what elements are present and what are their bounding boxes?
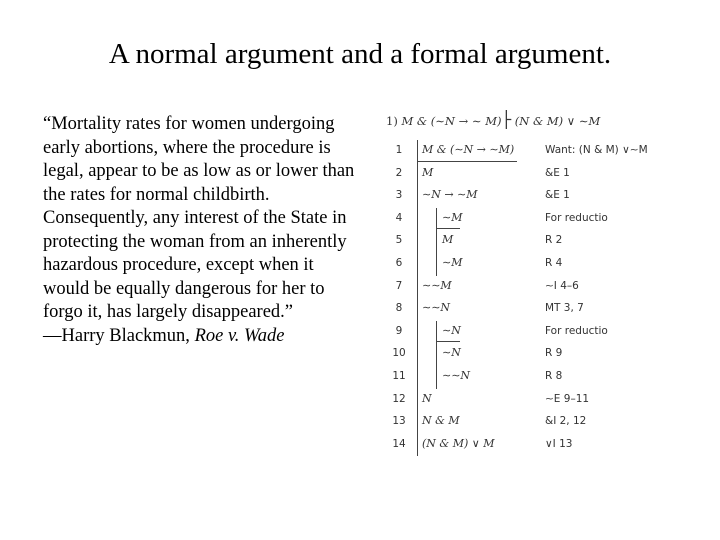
line-number: 6 [395,257,403,269]
main-scope-line [417,140,418,456]
line-justification: For reductio [545,211,608,224]
proof-line [380,230,680,252]
proof-line [380,276,680,298]
line-formula: N & M [422,414,460,428]
proof-line [380,163,680,185]
line-formula: N [422,391,432,405]
line-formula: ∼∼N [442,369,471,382]
line-justification: MT 3, 7 [545,302,584,315]
proof-line [380,185,680,207]
line-justification: ∼E 9–11 [545,392,590,405]
line-number: 5 [395,234,403,247]
line-number: 11 [392,370,406,382]
proof-line [380,389,680,411]
line-number: 2 [395,166,403,179]
line-number: 1 [395,144,403,156]
proof-sequent [386,110,600,129]
line-justification: R 8 [545,370,563,382]
line-formula: ∼N [442,323,461,337]
slide-title: A normal argument and a formal argument. [108,38,612,70]
line-justification: R 4 [545,257,563,269]
line-number: 8 [395,302,403,315]
proof-line [380,343,680,365]
subproof-scope-line [436,321,437,389]
line-number: 7 [395,279,403,292]
proof-line [380,208,680,230]
line-justification: &E 1 [545,189,570,202]
turnstile-symbol: ├ [501,110,512,129]
line-formula: ∼N → ∼M [422,188,478,202]
line-formula: M [442,233,454,247]
proof-line [380,253,680,275]
line-justification: Want: (N & M) ∨∼M [545,144,648,156]
proof-line [380,140,680,162]
proof-line [380,366,680,388]
quote-text: “Mortality rates for women undergoing early abortions, where the procedure is legal, appear to be as low as or lower than the rates for normal childbirth. Consequently, any interest of the State in protecting the woman from an inherently hazardous procedure, except when it would be equally dangerous for her to forgo it, has largely disappeared.” [43,114,355,322]
line-number: 9 [395,324,403,337]
line-justification: &I 2, 12 [545,415,587,428]
proof-line [380,434,680,456]
line-justification: &E 1 [545,166,570,179]
line-formula: ∼∼N [422,301,451,315]
line-justification: ∨I 13 [545,437,573,450]
attribution-author: —Harry Blackmun, [43,325,195,346]
line-formula: ∼M [442,256,463,269]
line-formula: ∼M [442,210,463,224]
line-number: 14 [392,437,406,450]
quote-attribution [43,325,355,349]
line-formula: M [422,165,434,179]
assumption-underline [436,228,460,229]
proof-line [380,321,680,343]
sequent-premise: M & (∼N → ∼ M) [401,114,502,128]
sequent-conclusion: (N & M) ∨ ∼M [514,114,601,128]
formal-proof [380,104,680,464]
line-justification: ∼I 4–6 [545,279,579,292]
blackmun-quote [43,113,355,348]
line-justification: R 9 [545,347,563,360]
line-formula: M & (∼N → ∼M) [422,143,515,156]
line-number: 4 [395,211,403,224]
line-formula: ∼N [442,346,461,360]
line-justification: For reductio [545,324,608,337]
case-name: Roe v. Wade [194,325,285,346]
line-formula: (N & M) ∨ M [422,436,495,450]
line-justification: R 2 [545,234,563,247]
line-number: 12 [392,392,406,405]
line-number: 13 [392,415,406,428]
sequent-label: 1) [386,114,398,128]
line-number: 3 [395,189,403,202]
premise-underline [417,161,517,162]
proof-line [380,411,680,433]
subproof-scope-line [436,208,437,276]
line-number: 10 [392,347,406,360]
proof-line [380,298,680,320]
line-formula: ∼∼M [422,278,452,292]
assumption-underline [436,341,460,342]
